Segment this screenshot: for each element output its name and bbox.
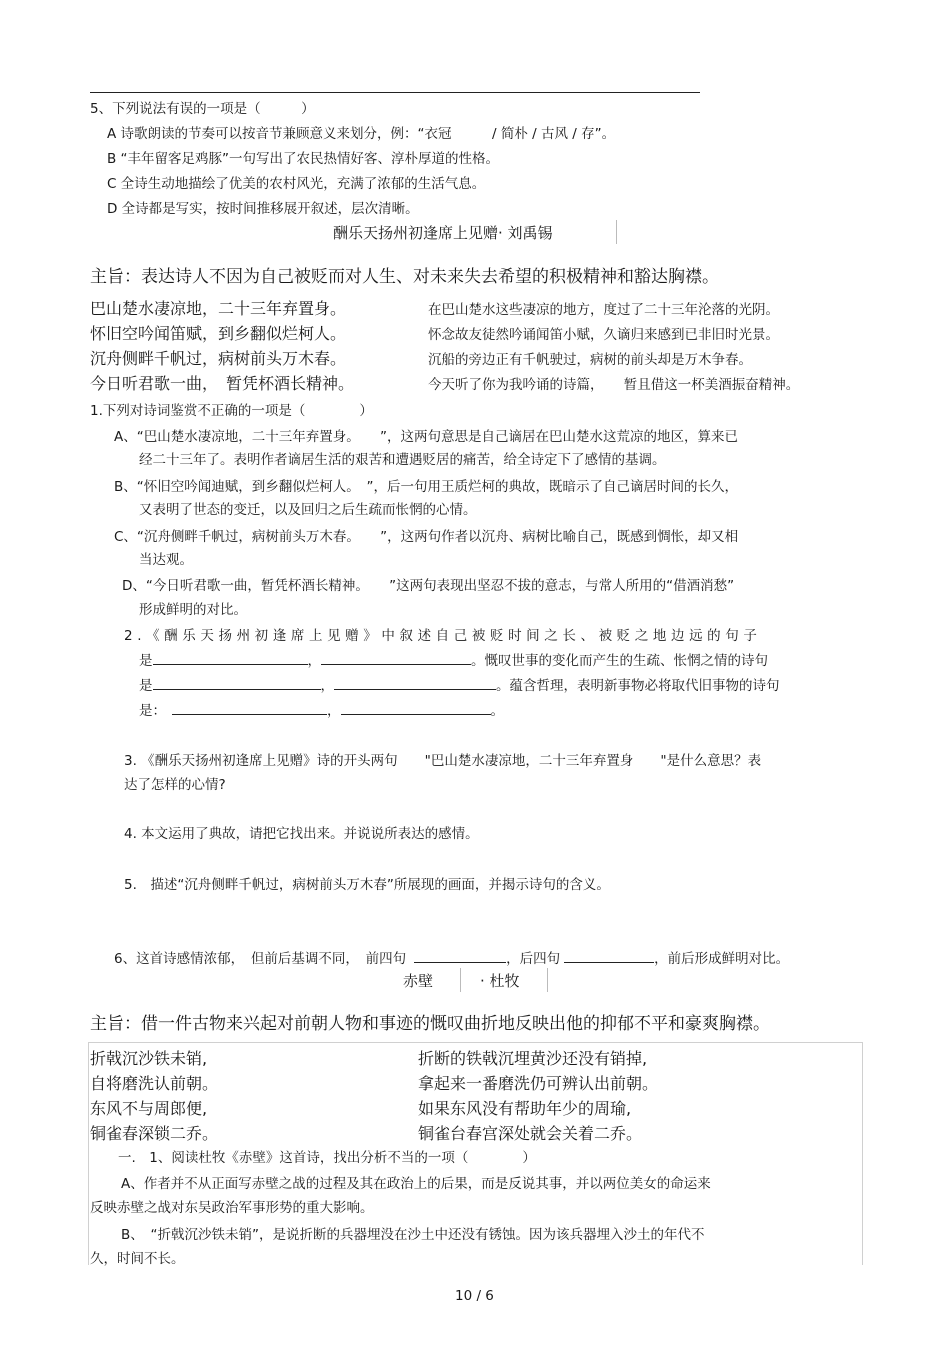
poem1-line-1: 巴山楚水凄凉地，二十三年弃置身。 [90,299,347,318]
p1-q2-row2 [139,674,780,694]
poem2-line-3: 东风不与周郎便, [90,1099,208,1118]
p1-q6 [114,947,789,967]
page-number: 10 / 6 [455,1288,494,1304]
p1-q4: 4. 本文运用了典故，请把它找出来。并说说所表达的感情。 [124,826,479,842]
poem2-theme: 主旨：借一件古物来兴起对前朝人物和事迹的慨叹曲折地反映出他的抑郁不平和豪爽胸襟。 [90,1014,770,1034]
answer-blank[interactable] [153,650,308,665]
p1-q1-c1: C、“沉舟侧畔千帆过，病树前头万木春。 ”，这两句作者以沉舟、病树比喻自己，既感到惆怅，却又相 [114,529,739,545]
p1-q2-comma-1: ， [307,653,321,669]
poem1-theme: 主旨：表达诗人不因为自己被贬而对人生、对未来失去希望的积极精神和豁达胸襟。 [90,267,719,287]
p2-q1-a1: A、作者并不从正面写赤壁之战的过程及其在政治上的后果，而是反说其事，并以两位美女的命运来 [121,1176,711,1192]
p1-q2-period: 。 [490,703,504,719]
p1-q1-b1: B、“怀旧空吟闻迪赋，到乡翻似烂柯人。 ”，后一句用王质烂柯的典故，既暗示了自己谪居时间的长久， [114,479,738,495]
p1-q5: 5. 描述“沉舟侧畔千帆过，病树前头万木春”所展现的画面，并揭示诗句的含义。 [124,877,610,893]
p1-q3-line1: 3. 《酬乐天扬州初逢席上见赠》诗的开头两句 "巴山楚水凄凉地，二十三年弃置身 "是什么意思？表 [124,753,762,769]
poem2-title-rule-1 [460,968,461,992]
p1-q6-part3: ，前后形成鲜明对比。 [654,951,790,967]
p1-q2-comma-3: ， [327,703,341,719]
p2-q1-title: 一. 1、阅读杜牧《赤壁》这首诗，找出分析不当的一项（ ） [118,1150,536,1166]
p2-q1-a2: 反映赤壁之战对东吴政治军事形势的重大影响。 [90,1200,374,1216]
p1-q1-a2: 经二十三年了。表明作者谪居生活的艰苦和遭遇贬居的痛苦，给全诗定下了感情的基调。 [139,452,666,468]
poem2-line-4: 铜雀春深锁二乔。 [90,1124,219,1143]
answer-blank[interactable] [341,700,491,715]
p1-q1-b2: 又表明了世态的变迁，以及回归之后生疏而怅惘的心情。 [139,502,477,518]
p1-q1-d2: 形成鲜明的对比。 [139,602,247,618]
p1-q1-d1: D、“今日听君歌一曲，暂凭杯酒长精神。 ”这两句表现出坚忍不拔的意志，与常人所用的“借酒消愁” [122,578,735,594]
poem2-trans-4: 铜雀台春宫深处就会关着二乔。 [418,1124,643,1143]
poem1-line-4: 今日听君歌一曲， 暂凭杯酒长精神。 [90,374,355,393]
poem1-line-3: 沉舟侧畔千帆过，病树前头万木春。 [90,349,347,368]
poem1-trans-4: 今天听了你为我吟诵的诗篇， 暂且借这一杯美酒振奋精神。 [428,377,800,393]
poem2-line-1: 折戟沉沙铁未销, [90,1049,208,1068]
poem2-trans-2: 拿起来一番磨洗仍可辨认出前朝。 [418,1074,659,1093]
p2-q1-b2: 久，时间不长。 [90,1251,185,1267]
answer-blank[interactable] [414,948,506,963]
poem2-author: · 杜牧 [480,972,520,990]
q5-option-d: D 全诗都是写实，按时间推移展开叙述，层次清晰。 [107,201,419,217]
p1-q2-row3 [139,699,504,719]
p1-q3-line2: 达了怎样的心情? [124,777,226,793]
q5-option-c: C 全诗生动地描绘了优美的农村风光，充满了浓郁的生活气息。 [107,176,486,192]
poem2-trans-1: 折断的铁戟沉埋黄沙还没有销掉, [418,1049,648,1068]
p1-q2-line1: 2.《酬乐天扬州初逢席上见赠》中叙述自己被贬时间之长、被贬之地边远的句子 [124,628,762,644]
p1-q1-a1: A、“巴山楚水凄凉地，二十三年弃置身。 ”，这两句意思是自己谪居在巴山楚水这荒凉的地区，算来已 [114,429,738,445]
p1-q1-title: 1.下列对诗词鉴赏不正确的一项是（ ） [90,403,373,419]
poem1-title: 酬乐天扬州初逢席上见赠· 刘禹锡 [333,224,553,242]
p1-q2-text-1: 。慨叹世事的变化而产生的生疏、怅惘之情的诗句 [471,653,768,669]
answer-blank[interactable] [153,675,321,690]
answer-blank[interactable] [321,650,471,665]
answer-blank[interactable] [334,675,496,690]
poem2-trans-3: 如果东风没有帮助年少的周瑜, [418,1099,632,1118]
p2-q1-b1: B、 “折戟沉沙铁未销”，是说折断的兵器埋没在沙土中还没有锈蚀。因为该兵器埋入沙土的年代不 [121,1227,705,1243]
poem2-title-rule-2 [547,968,548,992]
p1-q2-row1 [139,649,768,669]
answer-blank[interactable] [564,948,654,963]
top-rule [90,92,700,93]
q5-option-a: A 诗歌朗读的节奏可以按音节兼顾意义来划分，例：“衣冠 / 简朴 / 古风 / 存”。 [107,126,616,142]
p1-q2-text-2: 。蕴含哲理，表明新事物必将取代旧事物的诗句 [496,678,780,694]
q5-option-b: B “丰年留客足鸡豚”一句写出了农民热情好客、淳朴厚道的性格。 [107,151,500,167]
p1-q2-shi-3: 是： [139,703,166,719]
answer-blank[interactable] [172,700,327,715]
p1-q2-comma-2: ， [320,678,334,694]
p1-q6-part2: ，后四句 [506,951,561,967]
p1-q6-part1: 6、这首诗感情浓郁， 但前后基调不同， 前四句 [114,951,407,967]
poem1-line-2: 怀旧空吟闻笛赋，到乡翻似烂柯人。 [90,324,347,343]
poem1-trans-1: 在巴山楚水这些凄凉的地方，度过了二十三年沦落的光阴。 [428,302,779,318]
poem1-title-rule [616,220,617,244]
p1-q2-shi-2: 是 [139,678,153,694]
q5-title: 5、下列说法有误的一项是（ ） [90,101,315,117]
poem2-title: 赤壁 [403,972,434,990]
p1-q1-c2: 当达观。 [139,552,193,568]
poem2-line-2: 自将磨洗认前朝。 [90,1074,219,1093]
poem1-trans-3: 沉船的旁边正有千帆驶过，病树的前头却是万木争春。 [428,352,752,368]
poem1-trans-2: 怀念故友徒然吟诵闻笛小赋，久谪归来感到已非旧时光景。 [428,327,779,343]
p1-q2-shi-1: 是 [139,653,153,669]
